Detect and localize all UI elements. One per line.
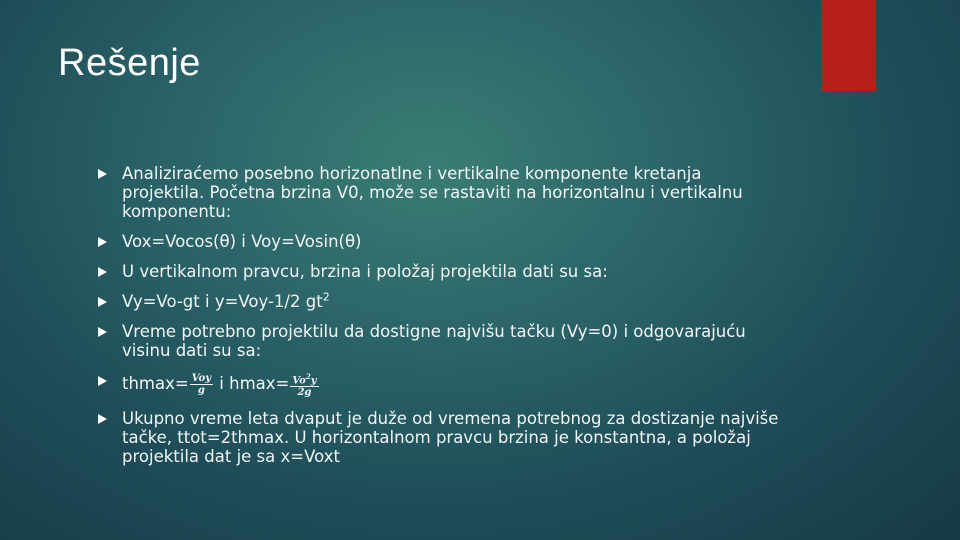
fraction-hmax <box>290 371 318 398</box>
bullet-text: U vertikalnom pravcu, brzina i položaj projektila dati su sa: <box>122 262 608 281</box>
equation-text: Vy=Vo-gt i y=Voy-1/2 gt <box>122 292 323 311</box>
fraction-numerator: Voy <box>191 373 212 385</box>
equation-exponent: 2 <box>322 290 330 304</box>
fraction-numerator-tail: y <box>310 375 317 387</box>
bullet-arrow-icon <box>98 297 107 307</box>
bullet-item <box>96 322 786 360</box>
fraction-numerator <box>290 371 318 387</box>
fraction-denominator: g <box>197 385 205 397</box>
bullet-text: Ukupno vreme leta dvaput je duže od vremena potrebnog za dostizanje najviše tačke, ttot=2thmax. U horizontalnom pravcu brzina je konstantna, a položaj projektila dat je sa x=Voxt <box>122 409 779 467</box>
equation-middle: i hmax= <box>214 374 290 394</box>
bullet-text: Analiziraćemo posebno horizonatlne i vertikalne komponente kretanja projektila. Početna brzina V0, može se rastaviti na horizontalnu i vertikalnu komponentu: <box>122 164 743 221</box>
accent-bar <box>821 0 876 91</box>
bullet-arrow-icon <box>98 267 107 277</box>
bullet-arrow-icon <box>98 327 107 337</box>
bullet-list <box>96 164 786 477</box>
bullet-item <box>96 232 786 251</box>
bullet-text: Vox=Vocos(θ) i Voy=Vosin(θ) <box>122 232 362 251</box>
fraction-thmax <box>190 373 213 396</box>
bullet-item <box>96 292 786 311</box>
bullet-arrow-icon <box>98 237 107 247</box>
bullet-item <box>96 371 786 398</box>
equation-prefix: thmax= <box>122 374 189 394</box>
bullet-item <box>96 262 786 281</box>
fraction-numerator-exponent: 2 <box>305 372 311 381</box>
bullet-arrow-icon <box>98 376 107 386</box>
bullet-text: Vreme potrebno projektilu da dostigne najvišu tačku (Vy=0) i odgovarajuću visinu dati su sa: <box>122 322 746 360</box>
bullet-arrow-icon <box>98 414 107 424</box>
bullet-item <box>96 409 786 466</box>
bullet-arrow-icon <box>98 169 107 179</box>
fraction-denominator: 2g <box>297 387 312 399</box>
slide-title: Rešenje <box>58 42 201 84</box>
fraction-numerator-base: Vo <box>292 375 306 387</box>
bullet-item <box>96 164 786 221</box>
